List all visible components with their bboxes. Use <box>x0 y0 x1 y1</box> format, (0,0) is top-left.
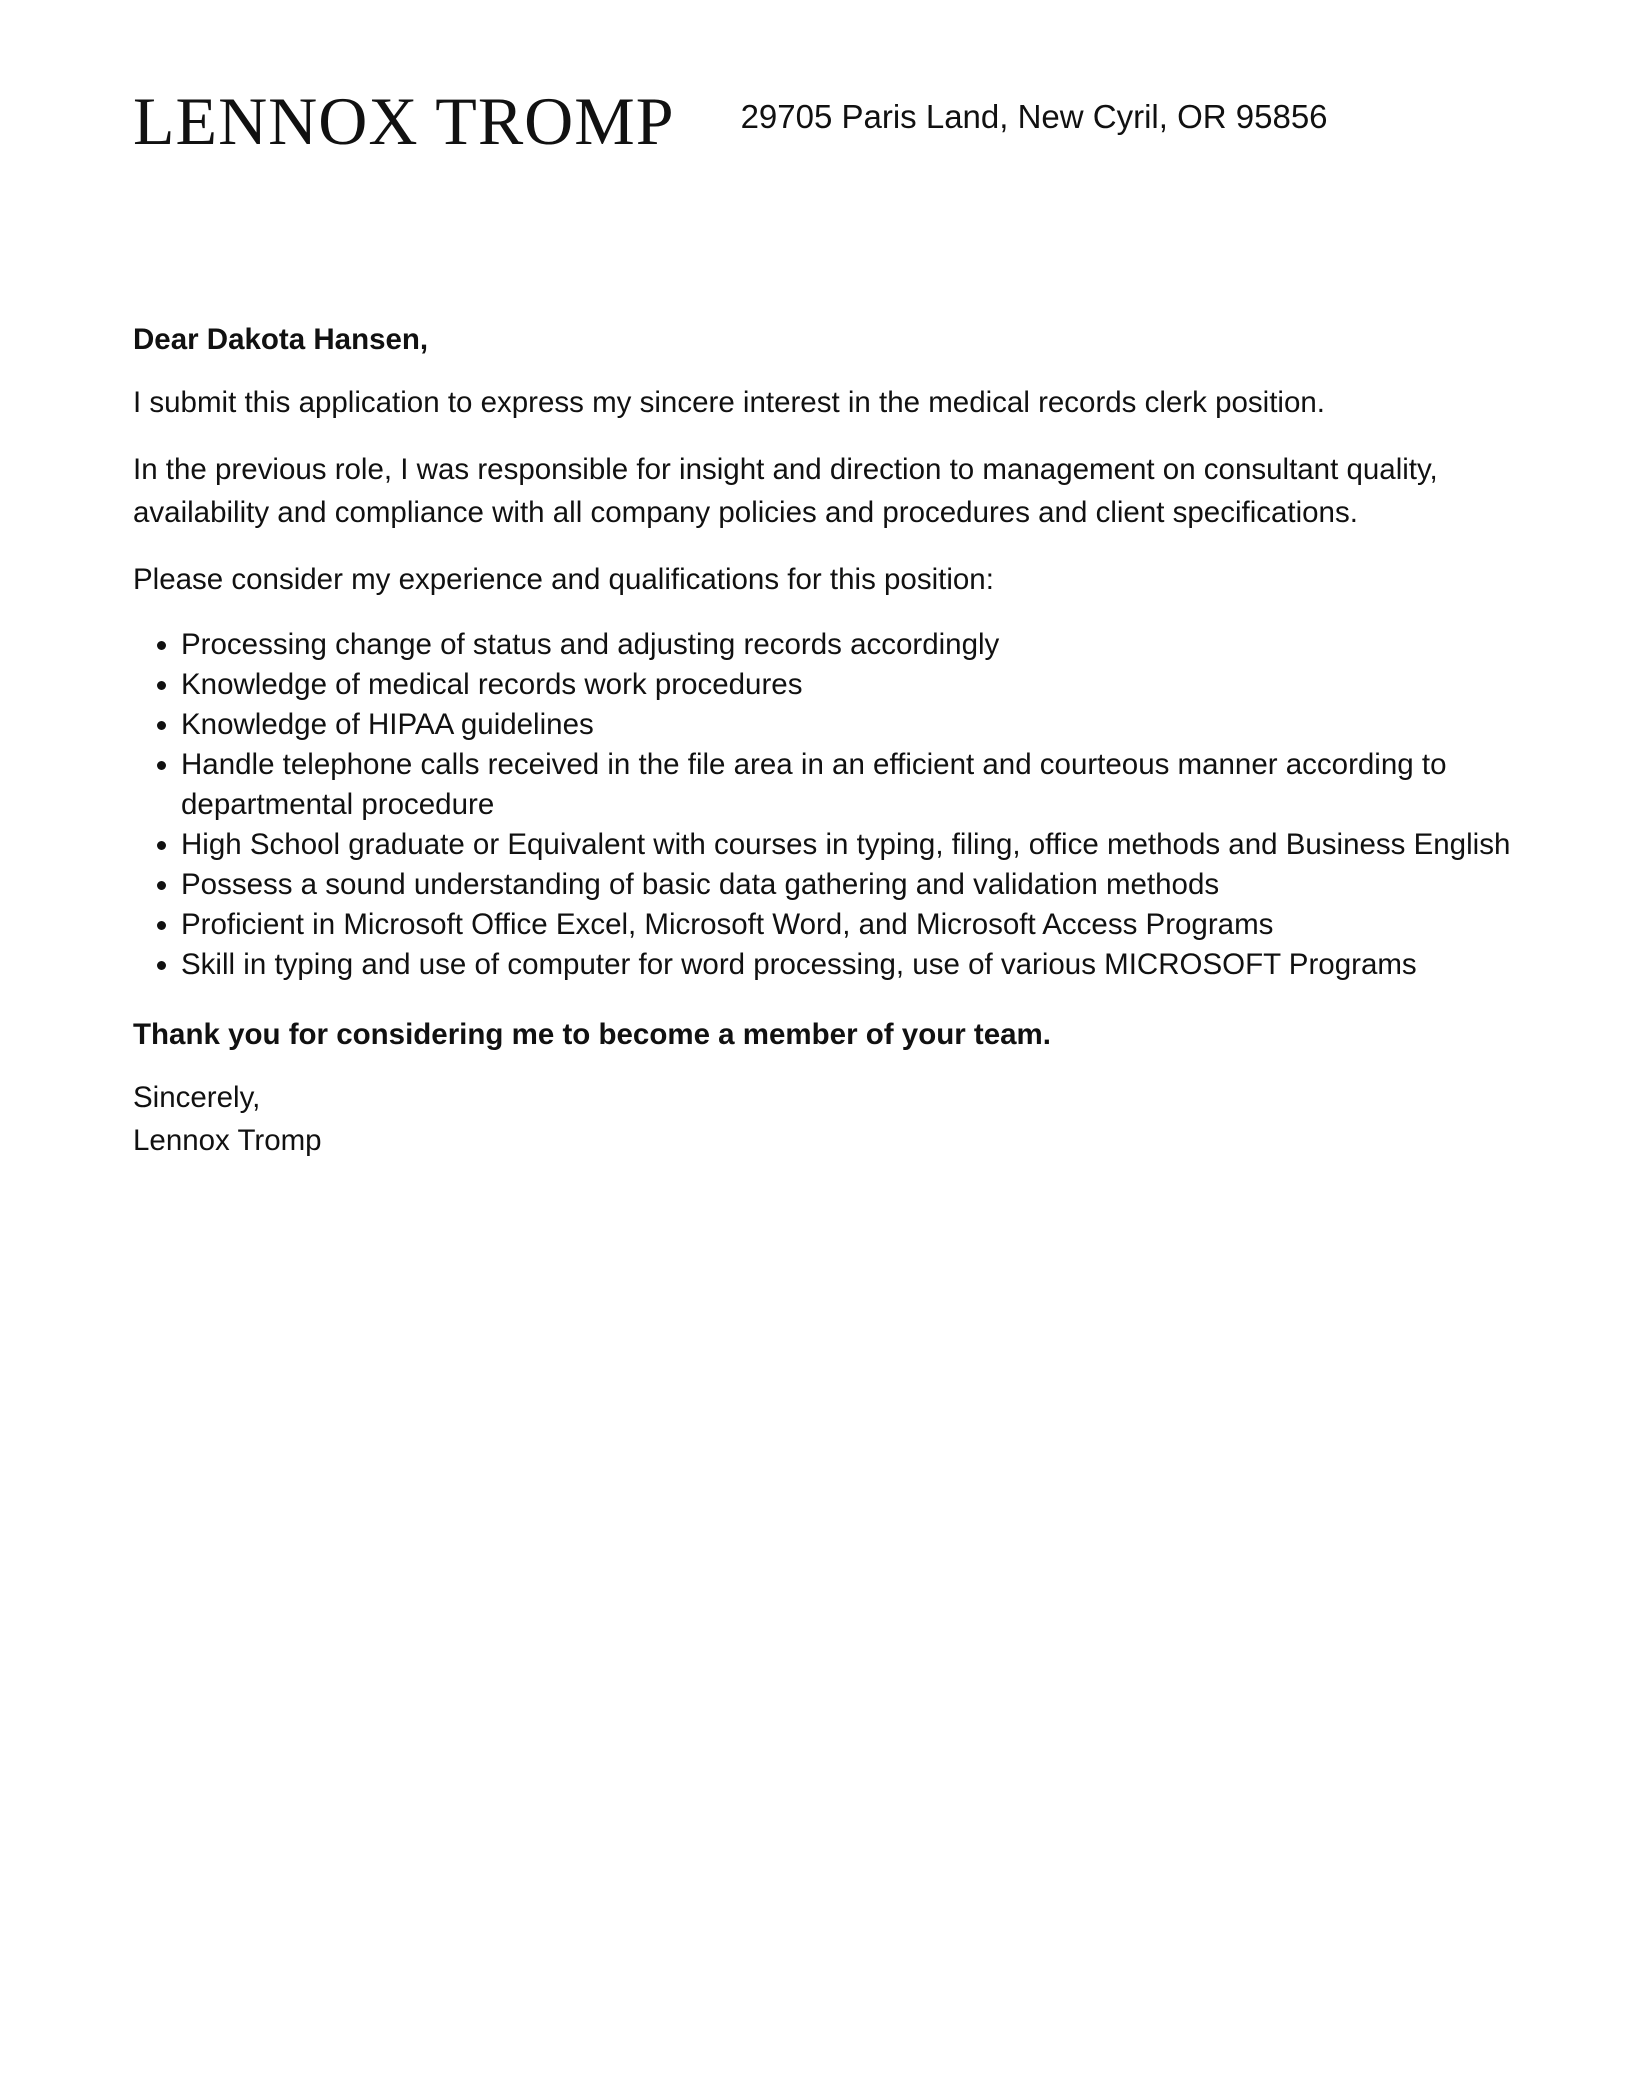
intro-paragraph: I submit this application to express my sincere interest in the medical records clerk position. <box>133 386 1325 419</box>
experience-paragraph: In the previous role, I was responsible for insight and direction to management on consultant quality, availability and compliance with all company policies and procedures and client specifications. <box>133 453 1438 529</box>
applicant-name: LENNOX TROMP <box>133 83 675 159</box>
list-item: • Knowledge of medical records work procedures <box>181 665 1513 705</box>
qualifications-intro: Please consider my experience and qualifications for this position: <box>133 563 994 596</box>
letter-header <box>133 82 1328 161</box>
greeting: Dear Dakota Hansen, <box>133 323 429 356</box>
signoff-block <box>133 1076 1513 1162</box>
letter-body <box>133 318 1513 1162</box>
list-item: • Handle telephone calls received in the file area in an efficient and courteous manner according to departmental procedure <box>181 745 1513 825</box>
closing-line: Thank you for considering me to become a member of your team. <box>133 1018 1051 1051</box>
list-item: • Proficient in Microsoft Office Excel, Microsoft Word, and Microsoft Access Programs <box>181 905 1513 945</box>
applicant-address: 29705 Paris Land, New Cyril, OR 95856 <box>740 98 1328 135</box>
qualifications-list <box>133 625 1513 985</box>
list-item: • Processing change of status and adjusting records accordingly <box>181 625 1513 665</box>
list-item: • Knowledge of HIPAA guidelines <box>181 705 1513 745</box>
signature-name: Lennox Tromp <box>133 1124 322 1157</box>
signoff: Sincerely, <box>133 1081 261 1114</box>
list-item: • Possess a sound understanding of basic data gathering and validation methods <box>181 865 1513 905</box>
list-item: • High School graduate or Equivalent with courses in typing, filing, office methods and Business English <box>181 825 1513 865</box>
list-item: • Skill in typing and use of computer for word processing, use of various MICROSOFT Programs <box>181 945 1513 985</box>
